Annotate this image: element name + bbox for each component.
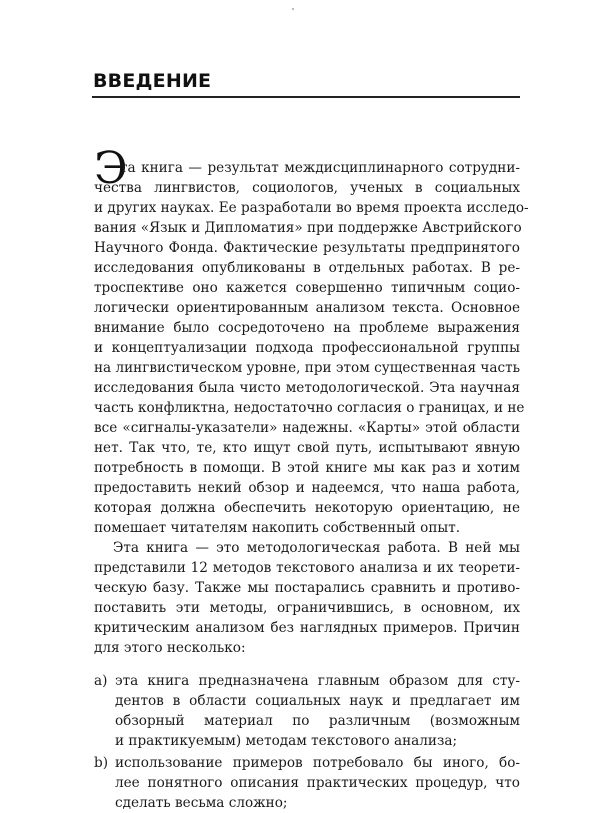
- text-line: внимание было сосредоточено на проблеме выражения: [94, 320, 520, 336]
- text-line: исследования была чисто методологической. Эта научная: [94, 380, 520, 396]
- scan-speck: [292, 8, 294, 10]
- text-line: часть конфликтна, недостаточно согласия о границах, и не: [94, 400, 525, 416]
- text-line: чества лингвистов, социологов, ученых в социальных: [94, 180, 520, 196]
- list-line: обзорный материал по различным (возможным: [115, 713, 520, 729]
- heading-rule: [92, 96, 520, 98]
- text-line: и других науках. Ее разработали во время проекта исследо-: [94, 200, 529, 216]
- text-line: вания «Язык и Дипломатия» при поддержке Австрийского: [94, 220, 522, 236]
- body-text: [94, 158, 529, 813]
- text-line: критическим анализом без наглядных примеров. Причин: [94, 620, 520, 636]
- text-line: ческую базу. Также мы постарались сравнить и противо-: [94, 580, 520, 596]
- text-line: которая должна обеспечить некоторую ориентацию, не: [94, 500, 520, 516]
- list-line: дентов в области социальных наук и предлагает им: [115, 693, 520, 709]
- text-line: на лингвистическом уровне, при этом существенная часть: [94, 360, 521, 376]
- text-line: троспективе оно кажется совершенно типичным социо-: [94, 280, 520, 296]
- list-marker: b): [94, 755, 109, 771]
- text-line: потребность в помощи. В этой книге мы как раз и хотим: [94, 460, 520, 476]
- text-line: Научного Фонда. Фактические результаты предпринятого: [94, 240, 520, 256]
- text-line: предоставить некий обзор и надеемся, что наша работа,: [94, 480, 520, 496]
- text-line: и концептуализации подхода профессиональной группы: [94, 340, 520, 356]
- chapter-heading: ВВЕДЕНИЕ: [93, 70, 212, 92]
- text-line: нет. Так что, те, кто ищут свой путь, испытывают явную: [94, 440, 520, 456]
- text-line: поставить эти методы, ограничившись, в основном, их: [94, 600, 520, 616]
- list-item: [94, 753, 520, 813]
- list-line: эта книга предназначена главным образом для сту-: [115, 673, 520, 689]
- paragraph-1: [94, 158, 529, 538]
- list-line: сделать весьма сложно;: [115, 795, 288, 811]
- list-line: использование примеров потребовало бы иного, бо-: [115, 755, 520, 771]
- list-marker: a): [94, 673, 108, 689]
- reasons-list: [94, 671, 520, 813]
- paragraph-2: [94, 538, 520, 658]
- text-line: исследования опубликованы в отдельных работах. В ре-: [94, 260, 520, 276]
- list-item: [94, 671, 520, 751]
- text-line: Эта книга — это методологическая работа. В ней мы: [113, 540, 520, 556]
- text-line: для этого несколько:: [94, 640, 246, 656]
- list-line: лее понятного описания практических процедур, что: [115, 775, 520, 791]
- list-line: и практикуемым) методам текстового анализа;: [115, 733, 458, 749]
- text-line: логически ориентированным анализом текста. Основное: [94, 300, 520, 316]
- text-line: все «сигналы-указатели» надежны. «Карты» этой области: [94, 420, 520, 436]
- text-line: та книга — результат междисциплинарного сотрудни-: [120, 160, 520, 176]
- text-line: помешает читателям накопить собственный опыт.: [94, 520, 461, 536]
- drop-cap: Э: [94, 143, 128, 194]
- text-line: представили 12 методов текстового анализа и их теорети-: [94, 560, 520, 576]
